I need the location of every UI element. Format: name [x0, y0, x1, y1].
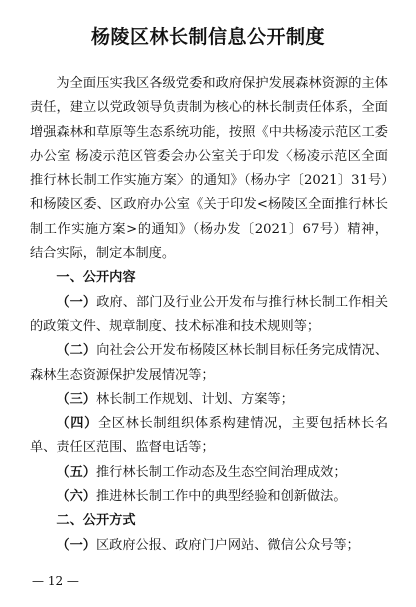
list-item-number: （五）	[56, 464, 96, 480]
document-body	[30, 72, 388, 558]
list-item	[30, 412, 388, 461]
list-item-text: 全区林长制组织体系构建情况，主要包括林长名单、责任区范围、监督电话等；	[30, 416, 389, 456]
intro-paragraph: 为全面压实我区各级党委和政府保护发展森林资源的主体责任，建立以党政领导负责制为核心的林长制责任体系，全面增强森林和草原等生态系统功能，按照《中共杨凌示范区工委办公室 杨凌示范区管委会办公室关于印发〈杨凌示范区全面推行林长制工作实施方案〉的通知》（杨办字〔2021〕31号）和杨陵区委、区政府办公室《关于印发<杨陵区全面推行林长制工作实施方案>的通知》（杨办发〔2021〕67号）精神，结合实际，制定本制度。	[30, 76, 388, 262]
section-heading-content: 一、公开内容	[56, 270, 136, 286]
list-item-text: 林长制工作规划、计划、方案等；	[95, 391, 294, 407]
section-heading-method: 二、公开方式	[56, 513, 136, 529]
list-item-text: 推行林长制工作动态及生态空间治理成效；	[95, 464, 347, 480]
list-item	[30, 461, 388, 485]
list-item-text: 向社会公开发布杨陵区林长制目标任务完成情况、森林生态资源保护发展情况等；	[30, 343, 389, 383]
list-item-number: （四）	[56, 416, 98, 432]
page-number: — 12 —	[32, 574, 79, 588]
list-item-number: （一）	[56, 537, 96, 553]
list-item-text: 推进林长制工作中的典型经验和创新做法。	[95, 489, 347, 505]
list-item-text: 政府、部门及行业公开发布与推行林长制工作相关的政策文件、规章制度、技术标准和技术规则等；	[30, 294, 389, 334]
list-item-number: （六）	[56, 489, 96, 505]
list-item	[30, 485, 388, 509]
list-item-number: （一）	[56, 294, 97, 310]
list-item	[30, 339, 388, 388]
list-item-text: 区政府公报、政府门户网站、微信公众号等；	[95, 537, 360, 553]
list-item	[30, 388, 388, 412]
list-item-number: （二）	[56, 343, 97, 359]
list-item	[30, 534, 388, 558]
document-title: 杨陵区林长制信息公开制度	[90, 26, 325, 48]
list-item	[30, 291, 388, 340]
list-item-number: （三）	[56, 391, 96, 407]
